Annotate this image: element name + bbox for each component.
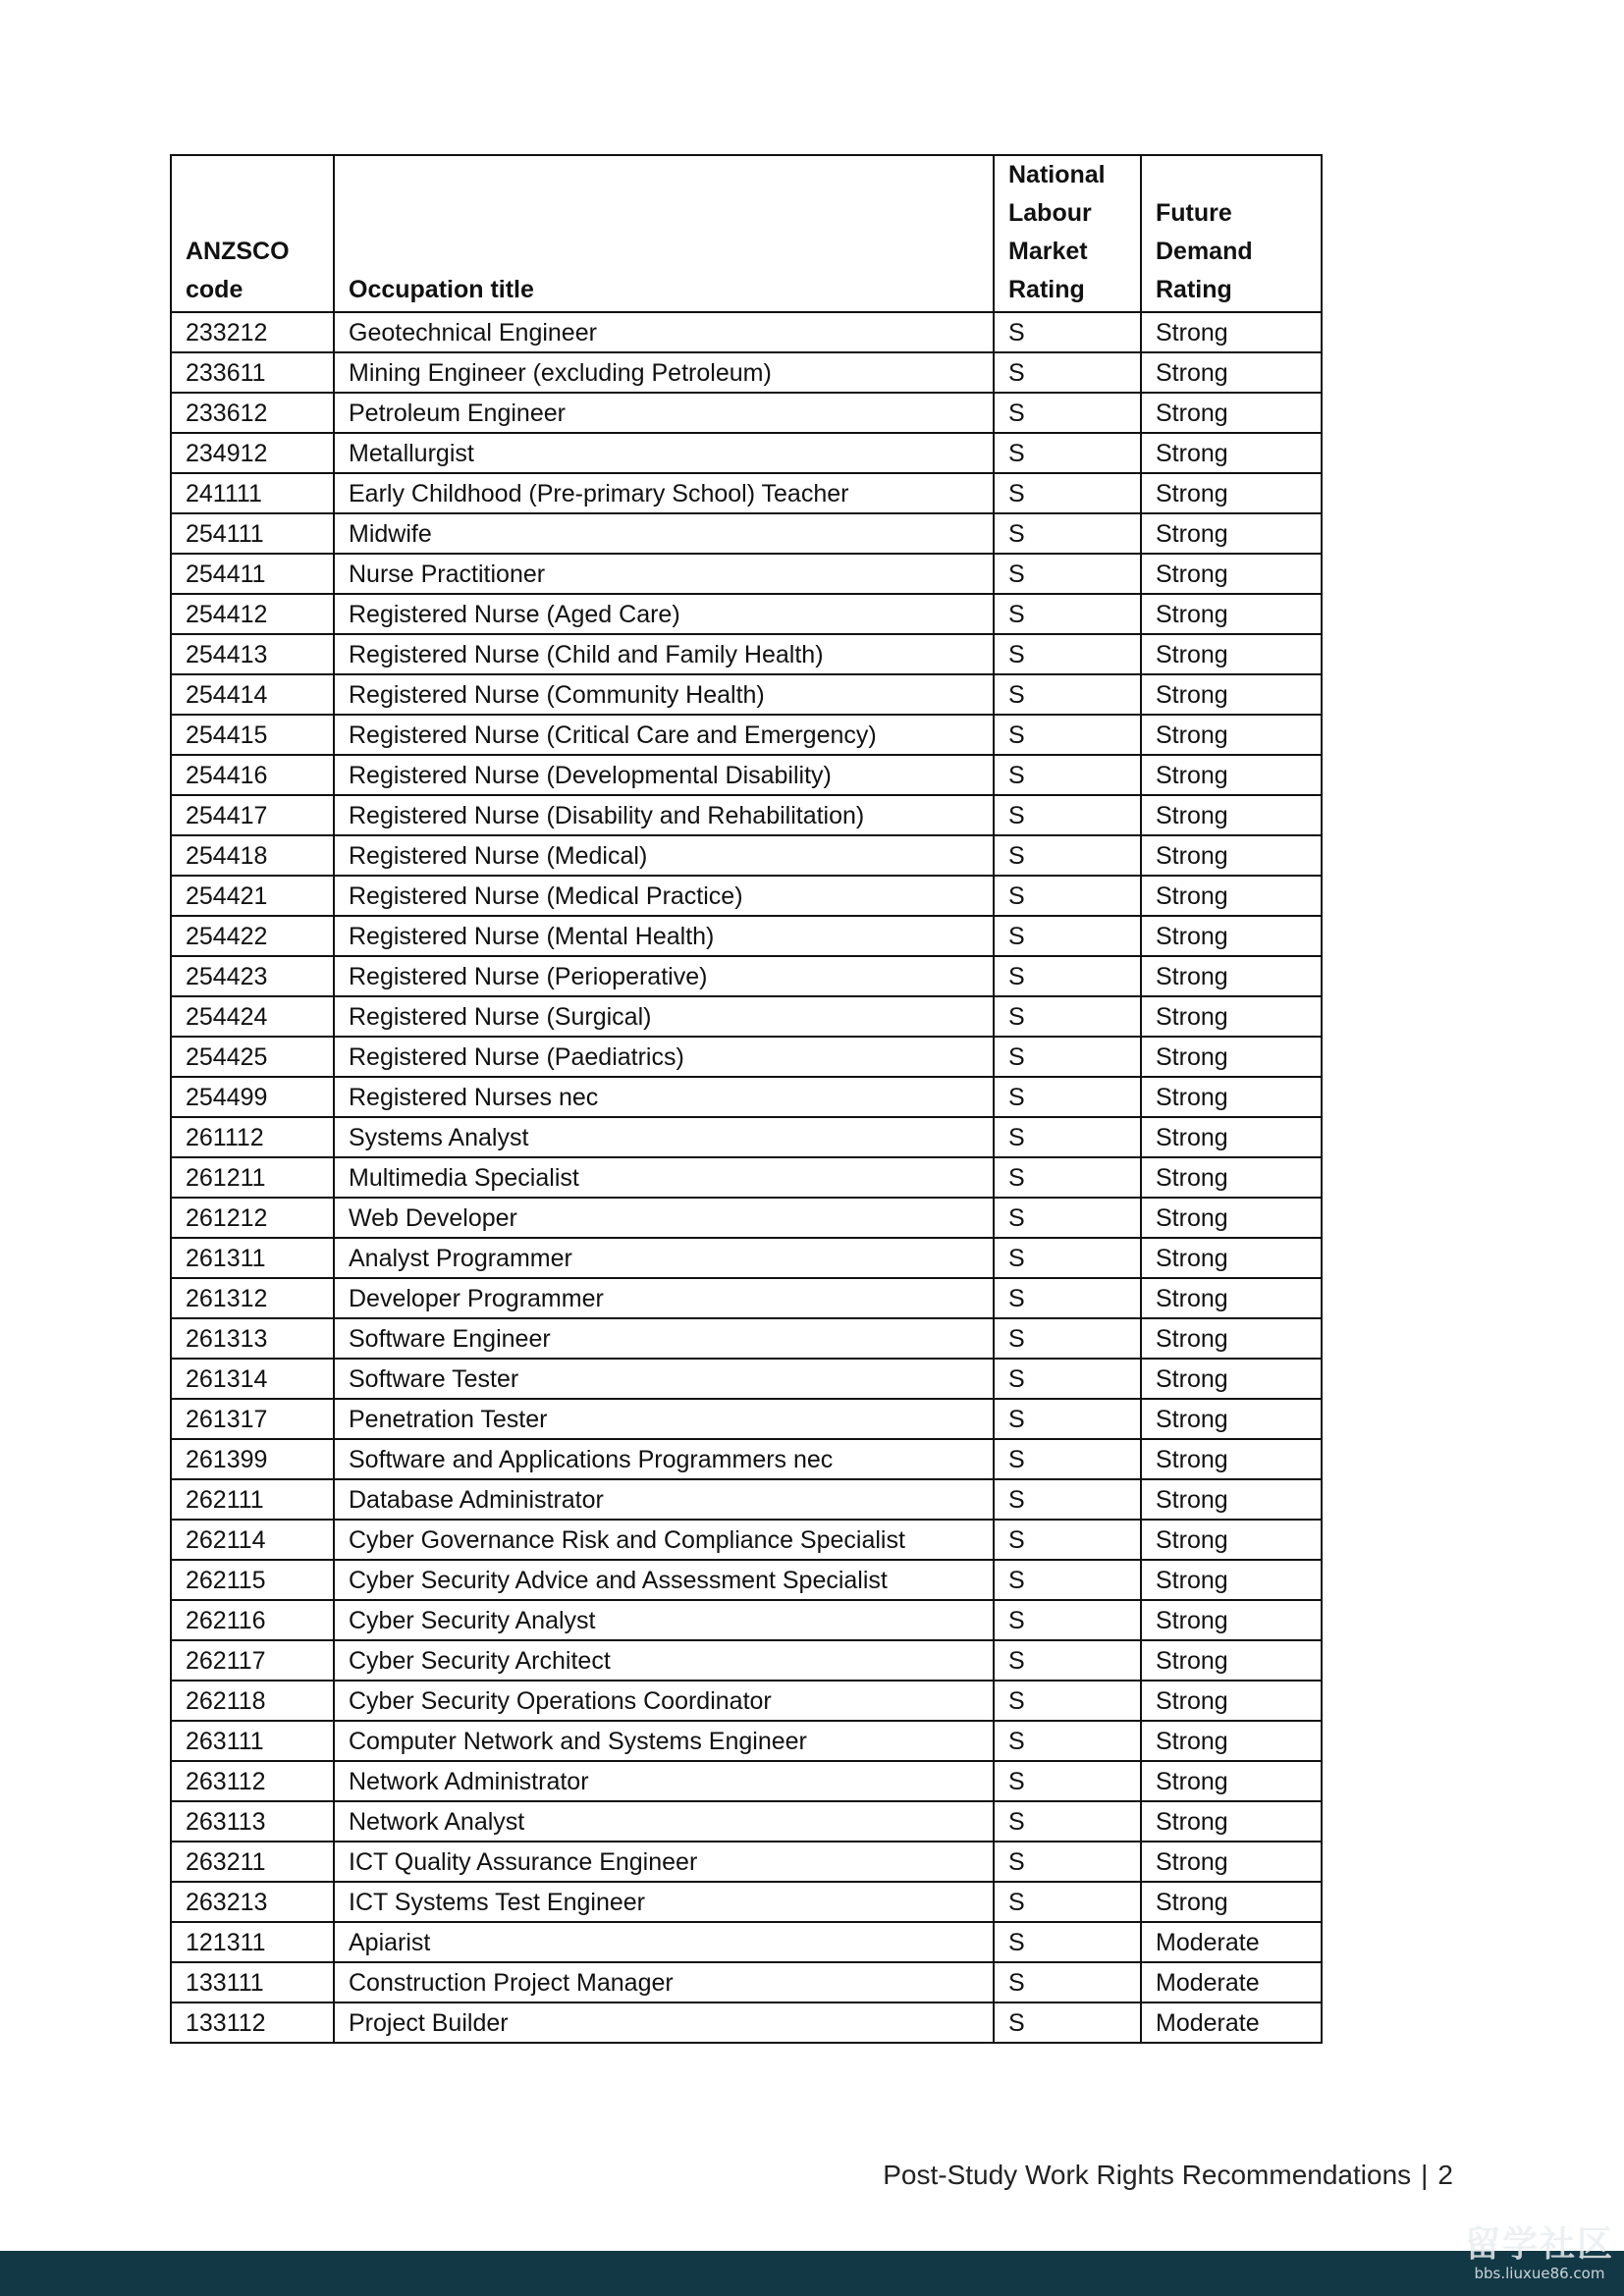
cell-national-rating: S [994,554,1141,594]
cell-national-rating: S [994,1479,1141,1520]
cell-future-rating: Strong [1141,473,1322,513]
cell-national-rating: S [994,1640,1141,1681]
cell-anzsco-code: 233612 [171,393,334,433]
cell-anzsco-code: 262111 [171,1479,334,1520]
header-anzsco-code: ANZSCO code [171,155,334,312]
cell-future-rating: Strong [1141,956,1322,996]
table-row [171,2002,1322,2043]
table-row [171,433,1322,473]
cell-anzsco-code: 241111 [171,473,334,513]
watermark-url: bbs.liuxue86.com [1474,2265,1605,2282]
cell-anzsco-code: 254415 [171,715,334,755]
cell-future-rating: Strong [1141,1359,1322,1399]
cell-anzsco-code: 254412 [171,594,334,634]
table-row [171,1801,1322,1842]
table-header [171,155,1322,312]
cell-occupation-title: ICT Systems Test Engineer [334,1882,994,1922]
table-row [171,312,1322,352]
cell-national-rating: S [994,1399,1141,1439]
cell-occupation-title: Registered Nurse (Child and Family Health) [334,634,994,674]
table-row [171,1882,1322,1922]
table-row [171,1922,1322,1962]
cell-future-rating: Strong [1141,554,1322,594]
cell-anzsco-code: 262117 [171,1640,334,1681]
cell-occupation-title: Midwife [334,513,994,554]
cell-national-rating: S [994,1198,1141,1238]
table-row [171,1117,1322,1157]
cell-anzsco-code: 254413 [171,634,334,674]
cell-occupation-title: Systems Analyst [334,1117,994,1157]
footer-band [0,2251,1624,2296]
cell-national-rating: S [994,1882,1141,1922]
cell-occupation-title: Project Builder [334,2002,994,2043]
cell-future-rating: Strong [1141,1640,1322,1681]
table-row [171,956,1322,996]
cell-national-rating: S [994,1520,1141,1560]
table-row [171,876,1322,916]
cell-anzsco-code: 254425 [171,1037,334,1077]
cell-future-rating: Strong [1141,312,1322,352]
cell-anzsco-code: 261317 [171,1399,334,1439]
occupation-table [170,154,1323,2044]
cell-occupation-title: Registered Nurse (Medical Practice) [334,876,994,916]
cell-occupation-title: Computer Network and Systems Engineer [334,1721,994,1761]
cell-occupation-title: Cyber Security Architect [334,1640,994,1681]
cell-occupation-title: Registered Nurse (Paediatrics) [334,1037,994,1077]
cell-future-rating: Strong [1141,1157,1322,1198]
table-row [171,1721,1322,1761]
table-row [171,1157,1322,1198]
cell-national-rating: S [994,2002,1141,2043]
cell-anzsco-code: 263111 [171,1721,334,1761]
table-row [171,1238,1322,1278]
cell-occupation-title: Developer Programmer [334,1278,994,1318]
table-row [171,554,1322,594]
footer-doc-title: Post-Study Work Rights Recommendations [883,2160,1412,2190]
table-row [171,1479,1322,1520]
cell-anzsco-code: 262114 [171,1520,334,1560]
cell-anzsco-code: 262115 [171,1560,334,1600]
cell-national-rating: S [994,1117,1141,1157]
cell-occupation-title: Multimedia Specialist [334,1157,994,1198]
cell-future-rating: Strong [1141,1600,1322,1640]
cell-future-rating: Strong [1141,1278,1322,1318]
cell-national-rating: S [994,1962,1141,2002]
cell-future-rating: Strong [1141,1198,1322,1238]
cell-occupation-title: Registered Nurse (Surgical) [334,996,994,1037]
cell-anzsco-code: 254411 [171,554,334,594]
table-row [171,755,1322,795]
cell-national-rating: S [994,513,1141,554]
cell-occupation-title: Registered Nurse (Perioperative) [334,956,994,996]
cell-occupation-title: Registered Nurse (Developmental Disability) [334,755,994,795]
cell-future-rating: Strong [1141,755,1322,795]
cell-national-rating: S [994,1157,1141,1198]
cell-national-rating: S [994,795,1141,835]
cell-national-rating: S [994,634,1141,674]
cell-future-rating: Strong [1141,1399,1322,1439]
cell-national-rating: S [994,715,1141,755]
cell-future-rating: Strong [1141,1077,1322,1117]
cell-occupation-title: Nurse Practitioner [334,554,994,594]
cell-future-rating: Strong [1141,835,1322,876]
cell-future-rating: Strong [1141,715,1322,755]
cell-anzsco-code: 261211 [171,1157,334,1198]
cell-national-rating: S [994,1318,1141,1359]
table-row [171,1560,1322,1600]
cell-occupation-title: Penetration Tester [334,1399,994,1439]
cell-future-rating: Strong [1141,674,1322,715]
cell-future-rating: Strong [1141,634,1322,674]
table-row [171,1278,1322,1318]
cell-national-rating: S [994,956,1141,996]
cell-national-rating: S [994,1238,1141,1278]
cell-national-rating: S [994,393,1141,433]
cell-future-rating: Strong [1141,1238,1322,1278]
header-national-rating: National Labour Market Rating [994,155,1141,312]
cell-occupation-title: Cyber Governance Risk and Compliance Specialist [334,1520,994,1560]
table-row [171,715,1322,755]
table-row [171,594,1322,634]
cell-anzsco-code: 133111 [171,1962,334,2002]
cell-national-rating: S [994,1801,1141,1842]
table-row [171,996,1322,1037]
cell-occupation-title: ICT Quality Assurance Engineer [334,1842,994,1882]
cell-anzsco-code: 263211 [171,1842,334,1882]
cell-national-rating: S [994,1560,1141,1600]
cell-national-rating: S [994,674,1141,715]
table-row [171,1681,1322,1721]
cell-national-rating: S [994,755,1141,795]
table-row [171,1842,1322,1882]
cell-national-rating: S [994,1721,1141,1761]
cell-national-rating: S [994,1600,1141,1640]
cell-occupation-title: Database Administrator [334,1479,994,1520]
cell-national-rating: S [994,876,1141,916]
header-row [171,155,1322,312]
cell-future-rating: Strong [1141,1801,1322,1842]
cell-anzsco-code: 254422 [171,916,334,956]
cell-national-rating: S [994,352,1141,393]
cell-anzsco-code: 261312 [171,1278,334,1318]
cell-occupation-title: Software Engineer [334,1318,994,1359]
cell-future-rating: Strong [1141,433,1322,473]
cell-anzsco-code: 262118 [171,1681,334,1721]
table-row [171,1761,1322,1801]
table-row [171,393,1322,433]
cell-occupation-title: Early Childhood (Pre-primary School) Teacher [334,473,994,513]
cell-occupation-title: Registered Nurse (Critical Care and Emergency) [334,715,994,755]
cell-anzsco-code: 133112 [171,2002,334,2043]
cell-occupation-title: Software Tester [334,1359,994,1399]
table-row [171,473,1322,513]
table-row [171,1640,1322,1681]
cell-future-rating: Moderate [1141,1922,1322,1962]
table-row [171,1318,1322,1359]
cell-anzsco-code: 254423 [171,956,334,996]
header-occupation-title: Occupation title [334,155,994,312]
cell-national-rating: S [994,1681,1141,1721]
cell-anzsco-code: 263113 [171,1801,334,1842]
cell-occupation-title: Network Administrator [334,1761,994,1801]
cell-occupation-title: Cyber Security Analyst [334,1600,994,1640]
cell-future-rating: Strong [1141,352,1322,393]
cell-national-rating: S [994,1842,1141,1882]
table-row [171,1198,1322,1238]
cell-occupation-title: Web Developer [334,1198,994,1238]
cell-future-rating: Strong [1141,1037,1322,1077]
cell-future-rating: Strong [1141,513,1322,554]
cell-national-rating: S [994,1077,1141,1117]
cell-occupation-title: Registered Nurse (Aged Care) [334,594,994,634]
cell-anzsco-code: 254424 [171,996,334,1037]
table-row [171,1962,1322,2002]
cell-national-rating: S [994,1359,1141,1399]
table-row [171,513,1322,554]
table-row [171,1520,1322,1560]
footer-page-number: 2 [1437,2160,1453,2190]
cell-anzsco-code: 233212 [171,312,334,352]
cell-future-rating: Strong [1141,1560,1322,1600]
cell-occupation-title: Construction Project Manager [334,1962,994,2002]
table-row [171,1439,1322,1479]
header-future-rating: Future Demand Rating [1141,155,1322,312]
cell-future-rating: Strong [1141,1117,1322,1157]
cell-occupation-title: Petroleum Engineer [334,393,994,433]
cell-occupation-title: Network Analyst [334,1801,994,1842]
cell-future-rating: Strong [1141,1761,1322,1801]
cell-future-rating: Strong [1141,1479,1322,1520]
cell-future-rating: Strong [1141,1721,1322,1761]
cell-future-rating: Moderate [1141,2002,1322,2043]
cell-occupation-title: Geotechnical Engineer [334,312,994,352]
cell-national-rating: S [994,1278,1141,1318]
table-row [171,634,1322,674]
cell-national-rating: S [994,1922,1141,1962]
cell-future-rating: Strong [1141,1439,1322,1479]
cell-occupation-title: Software and Applications Programmers nec [334,1439,994,1479]
cell-national-rating: S [994,594,1141,634]
cell-occupation-title: Registered Nurse (Medical) [334,835,994,876]
cell-national-rating: S [994,996,1141,1037]
cell-national-rating: S [994,473,1141,513]
cell-occupation-title: Registered Nurses nec [334,1077,994,1117]
cell-anzsco-code: 263112 [171,1761,334,1801]
cell-anzsco-code: 254414 [171,674,334,715]
cell-future-rating: Strong [1141,876,1322,916]
cell-future-rating: Strong [1141,393,1322,433]
cell-anzsco-code: 261313 [171,1318,334,1359]
cell-anzsco-code: 261314 [171,1359,334,1399]
cell-national-rating: S [994,1037,1141,1077]
cell-anzsco-code: 254417 [171,795,334,835]
cell-national-rating: S [994,433,1141,473]
cell-occupation-title: Metallurgist [334,433,994,473]
cell-future-rating: Strong [1141,916,1322,956]
cell-occupation-title: Mining Engineer (excluding Petroleum) [334,352,994,393]
cell-future-rating: Strong [1141,1681,1322,1721]
cell-national-rating: S [994,1439,1141,1479]
cell-occupation-title: Analyst Programmer [334,1238,994,1278]
cell-future-rating: Strong [1141,1318,1322,1359]
cell-occupation-title: Cyber Security Advice and Assessment Specialist [334,1560,994,1600]
cell-national-rating: S [994,835,1141,876]
cell-future-rating: Strong [1141,1882,1322,1922]
table-row [171,1359,1322,1399]
watermark [1465,2216,1614,2282]
cell-anzsco-code: 261399 [171,1439,334,1479]
cell-national-rating: S [994,1761,1141,1801]
table-row [171,1037,1322,1077]
cell-anzsco-code: 254416 [171,755,334,795]
table-row [171,795,1322,835]
table-row [171,1600,1322,1640]
cell-anzsco-code: 263213 [171,1882,334,1922]
watermark-logo: 留学社区 [1464,2224,1614,2265]
cell-future-rating: Moderate [1141,1962,1322,2002]
cell-national-rating: S [994,916,1141,956]
cell-future-rating: Strong [1141,594,1322,634]
cell-occupation-title: Apiarist [334,1922,994,1962]
cell-future-rating: Strong [1141,1520,1322,1560]
table-row [171,1399,1322,1439]
cell-anzsco-code: 261212 [171,1198,334,1238]
footer-separator: | [1421,2160,1429,2190]
cell-anzsco-code: 254421 [171,876,334,916]
cell-anzsco-code: 254499 [171,1077,334,1117]
cell-occupation-title: Registered Nurse (Disability and Rehabilitation) [334,795,994,835]
cell-future-rating: Strong [1141,795,1322,835]
table-body [171,312,1322,2043]
cell-anzsco-code: 254418 [171,835,334,876]
table-row [171,674,1322,715]
cell-anzsco-code: 234912 [171,433,334,473]
table-row [171,352,1322,393]
table-row [171,835,1322,876]
cell-anzsco-code: 233611 [171,352,334,393]
page-footer [883,2160,1453,2191]
cell-occupation-title: Cyber Security Operations Coordinator [334,1681,994,1721]
cell-anzsco-code: 261112 [171,1117,334,1157]
cell-anzsco-code: 254111 [171,513,334,554]
cell-occupation-title: Registered Nurse (Mental Health) [334,916,994,956]
table-row [171,916,1322,956]
cell-national-rating: S [994,312,1141,352]
cell-occupation-title: Registered Nurse (Community Health) [334,674,994,715]
table-row [171,1077,1322,1117]
cell-future-rating: Strong [1141,1842,1322,1882]
cell-future-rating: Strong [1141,996,1322,1037]
cell-anzsco-code: 121311 [171,1922,334,1962]
cell-anzsco-code: 262116 [171,1600,334,1640]
cell-anzsco-code: 261311 [171,1238,334,1278]
